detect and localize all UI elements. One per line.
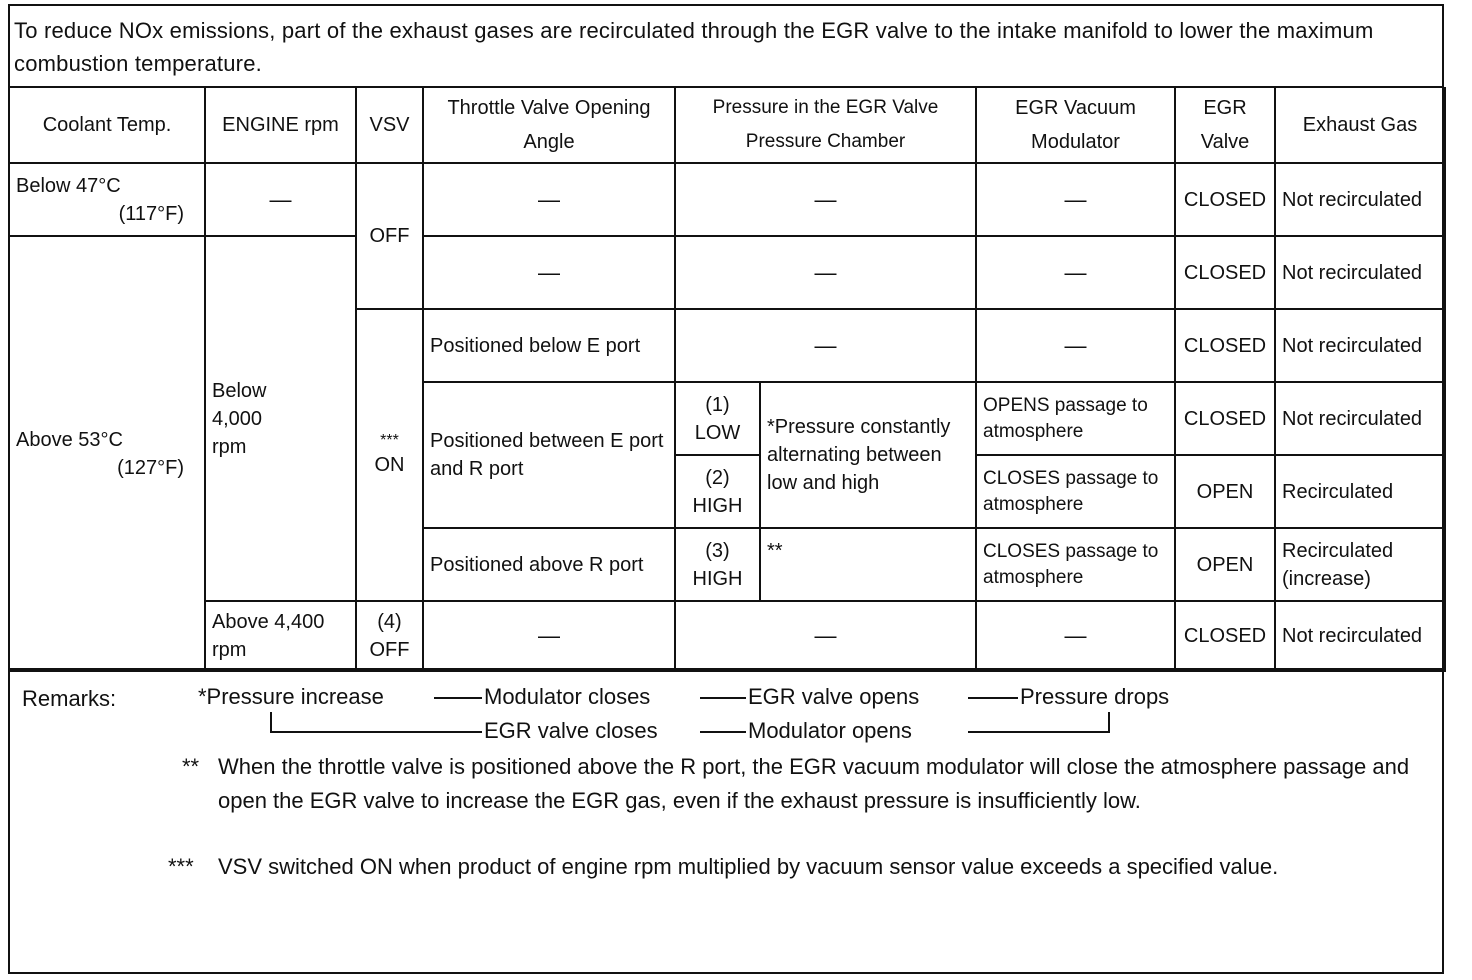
header-row — [9, 87, 1445, 163]
header-exhaust: Exhaust Gas — [1275, 87, 1445, 163]
modulator-cell: — — [976, 163, 1175, 236]
pressure-step-2: (2) HIGH — [675, 455, 760, 528]
egr-valve-state: CLOSED — [1175, 236, 1275, 309]
pressure-step-1: (1) LOW — [675, 382, 760, 455]
header-rpm: ENGINE rpm — [205, 87, 356, 163]
throttle-cell: — — [423, 236, 675, 309]
intro-text: To reduce NOx emissions, part of the exhaust gases are recirculated through the EGR valve to the intake manifold to lower the maximum combustion temperature. — [14, 18, 1374, 76]
egr-valve-state: CLOSED — [1175, 601, 1275, 671]
table-row — [9, 601, 1445, 671]
flow-pressure-drops: Pressure drops — [1020, 684, 1170, 709]
exhaust-state: Not recirculated — [1275, 382, 1445, 455]
throttle-between-ports: Positioned between E port and R port — [423, 382, 675, 528]
flow-connector — [700, 697, 746, 699]
rpm-above-4400: Above 4,400 rpm — [205, 601, 356, 671]
modulator-closes: CLOSES passage to atmosphere — [976, 528, 1175, 601]
header-egr-valve: EGR Valve — [1175, 87, 1275, 163]
flow-connector — [700, 731, 746, 733]
modulator-closes: CLOSES passage to atmosphere — [976, 455, 1175, 528]
pressure-step-3: (3) HIGH — [675, 528, 760, 601]
egr-operation-table — [8, 87, 1446, 672]
remarks-label: Remarks: — [22, 686, 117, 711]
pressure-cell: — — [675, 309, 976, 382]
flow-pressure-increase: *Pressure increase — [198, 684, 384, 709]
note-triple-star-mark: *** — [168, 854, 194, 879]
table-row — [9, 236, 1445, 309]
egr-valve-state: CLOSED — [1175, 309, 1275, 382]
exhaust-state: Recirculated — [1275, 455, 1445, 528]
vsv-4-off: (4) OFF — [356, 601, 423, 671]
header-modulator: EGR Vacuum Modulator — [976, 87, 1175, 163]
exhaust-state: Not recirculated — [1275, 601, 1445, 671]
remarks-section — [8, 668, 1444, 879]
rpm-cell: — — [205, 163, 356, 236]
pressure-double-star: ** — [760, 528, 976, 601]
modulator-cell: — — [976, 309, 1175, 382]
note-double-star: ** When the throttle valve is positioned above the R port, the EGR vacuum modulator will close the atmosphere passage and open the EGR valve to increase the EGR gas, even if the exhaust pressure is insufficiently low. — [218, 750, 1428, 818]
exhaust-state: Not recirculated — [1275, 309, 1445, 382]
throttle-above-r-port: Positioned above R port — [423, 528, 675, 601]
throttle-cell: — — [423, 163, 675, 236]
exhaust-state: Recirculated (increase) — [1275, 528, 1445, 601]
modulator-cell: — — [976, 236, 1175, 309]
header-pressure: Pressure in the EGR Valve Pressure Chamber — [675, 87, 976, 163]
coolant-below-47: Below 47°C (117°F) — [9, 163, 205, 236]
header-vsv: VSV — [356, 87, 423, 163]
flow-modulator-closes: Modulator closes — [484, 684, 651, 709]
pressure-cell: — — [675, 236, 976, 309]
pressure-cell: — — [675, 601, 976, 671]
egr-valve-state: OPEN — [1175, 455, 1275, 528]
flow-egr-valve-closes: EGR valve closes — [484, 718, 658, 743]
header-coolant: Coolant Temp. — [9, 87, 205, 163]
header-throttle: Throttle Valve Opening Angle — [423, 87, 675, 163]
flow-connector — [270, 731, 482, 733]
flow-connector — [434, 697, 482, 699]
pressure-cell: — — [675, 163, 976, 236]
throttle-cell: — — [423, 601, 675, 671]
vsv-off: OFF — [356, 163, 423, 309]
exhaust-state: Not recirculated — [1275, 163, 1445, 236]
egr-valve-state: OPEN — [1175, 528, 1275, 601]
vsv-on: *** ON — [356, 309, 423, 601]
flow-return-right — [1108, 712, 1110, 733]
modulator-cell: — — [976, 601, 1175, 671]
egr-valve-state: CLOSED — [1175, 382, 1275, 455]
exhaust-state: Not recirculated — [1275, 236, 1445, 309]
flow-return-left — [270, 712, 272, 732]
coolant-above-53: Above 53°C (127°F) — [9, 236, 205, 671]
flow-connector — [968, 731, 1110, 733]
egr-valve-state: CLOSED — [1175, 163, 1275, 236]
note-double-star-mark: ** — [182, 754, 200, 779]
table-row — [9, 163, 1445, 236]
flow-egr-valve-opens: EGR valve opens — [748, 684, 920, 709]
pressure-alternating-note: *Pressure constantly alternating between low and high — [760, 382, 976, 528]
note-triple-star: *** VSV switched ON when product of engine rpm multiplied by vacuum sensor value exceeds a specified value. — [218, 850, 1428, 884]
flow-modulator-opens: Modulator opens — [748, 718, 912, 743]
modulator-opens: OPENS passage to atmosphere — [976, 382, 1175, 455]
throttle-below-e-port: Positioned below E port — [423, 309, 675, 382]
rpm-below-4000: Below 4,000 rpm — [205, 236, 356, 601]
flow-connector — [968, 697, 1018, 699]
